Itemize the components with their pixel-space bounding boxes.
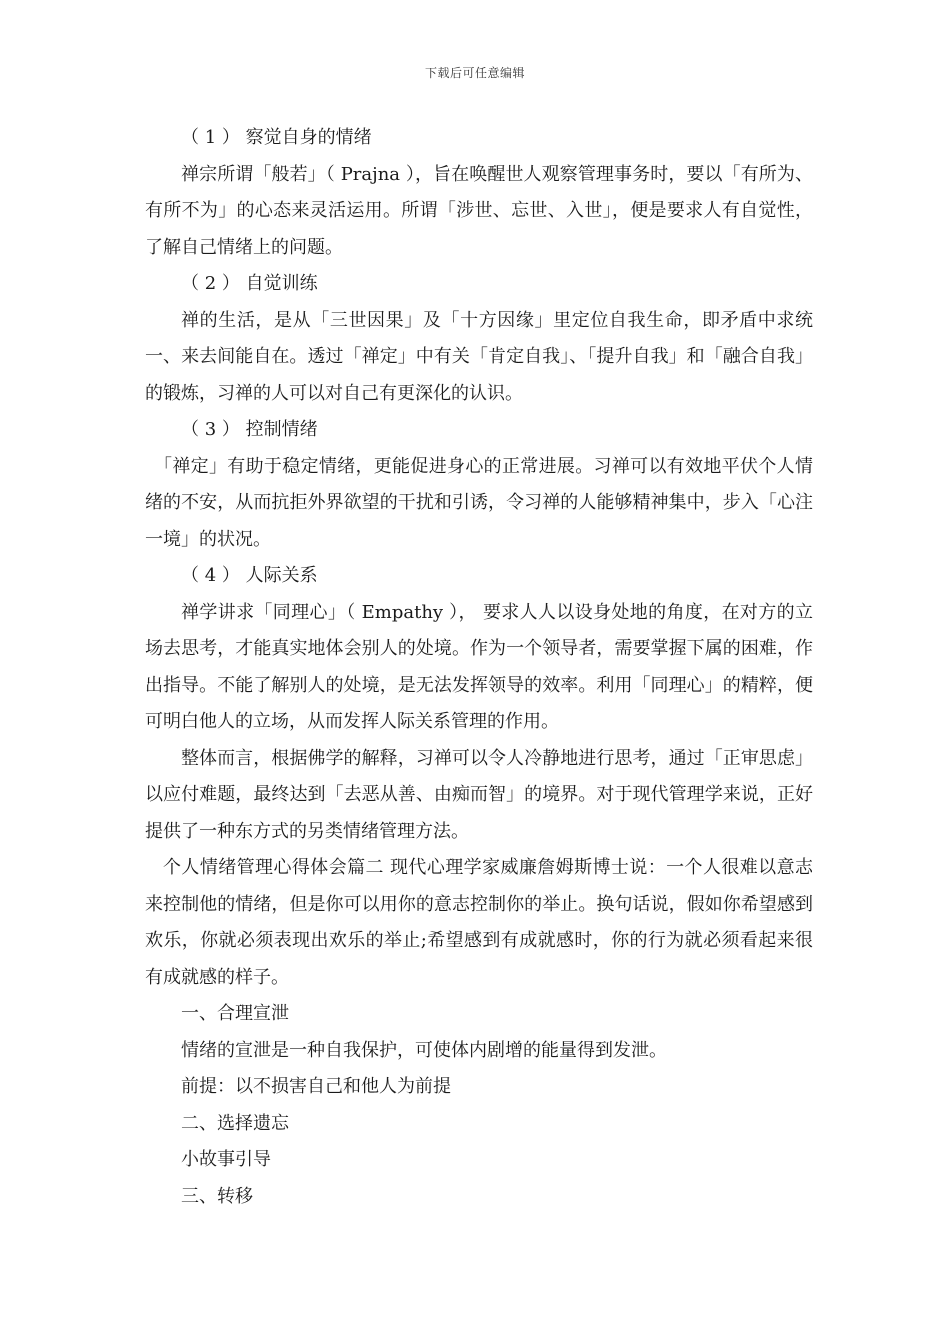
paragraph-article-two: 个人情绪管理心得体会篇二 现代心理学家威廉詹姆斯博士说：一个人很难以意志来控制他的情绪，但是你可以用你的意志控制你的举止。换句话说，假如你希望感到欢乐，你就必须表现出欢乐的举止;希望感到有成就感时，你的行为就必须看起来很有成就感的样子。 — [145, 857, 813, 988]
text-vent-premise: 前提：以不损害自己和他人为前提 — [181, 1076, 451, 1097]
section-heading-2: （ 2 ） 自觉训练 — [181, 273, 318, 294]
text-forget: 小故事引导 — [181, 1149, 271, 1170]
document-body — [145, 120, 813, 1215]
subheading-transfer: 三、转移 — [181, 1185, 253, 1207]
paragraph-prajna: 禅宗所谓「般若」（ Prajna ），旨在唤醒世人观察管理事务时，要以「有所为、有所不为」的心态来灵活运用。所谓「涉世、忘世、入世」，便是要求人有自觉性，了解自己情绪上的问题。 — [145, 163, 813, 258]
paragraph-self-training: 禅的生活，是从「三世因果」及「十方因缘」里定位自我生命，即矛盾中求统一、来去间能自在。透过「禅定」中有关「肯定自我」、「提升自我」和「融合自我」的锻炼，习禅的人可以对自己有更深化的认识。 — [145, 309, 813, 404]
subheading-forget: 二、选择遗忘 — [181, 1112, 289, 1134]
section-heading-1: （ 1 ） 察觉自身的情绪 — [181, 127, 372, 148]
page-header-note: 下载后可任意编辑 — [424, 66, 525, 80]
section-heading-3: （ 3 ） 控制情绪 — [181, 419, 318, 440]
paragraph-summary: 整体而言，根据佛学的解释，习禅可以令人冷静地进行思考，通过「正审思虑」以应付难题，最终达到「去恶从善、由痴而智」的境界。对于现代管理学来说，正好提供了一种东方式的另类情绪管理方法。 — [145, 747, 813, 842]
text-vent: 情绪的宣泄是一种自我保护，可使体内剧增的能量得到发泄。 — [181, 1039, 667, 1061]
subheading-vent: 一、合理宣泄 — [181, 1003, 289, 1024]
paragraph-control-emotion: 「禅定」有助于稳定情绪，更能促进身心的正常进展。习禅可以有效地平伏个人情绪的不安，从而抗拒外界欲望的干扰和引诱，令习禅的人能够精神集中，步入「心注一境」的状况。 — [145, 455, 813, 550]
paragraph-relationships: 禅学讲求「同理心」（ Empathy ）， 要求人人以设身处地的角度，在对方的立场去思考，才能真实地体会别人的处境。作为一个领导者，需要掌握下属的困难，作出指导。不能了解别人的处境，是无法发挥领导的效率。利用「同理心」的精粹，便可明白他人的立场，从而发挥人际关系管理的作用。 — [145, 601, 813, 732]
section-heading-4: （ 4 ） 人际关系 — [181, 565, 318, 586]
